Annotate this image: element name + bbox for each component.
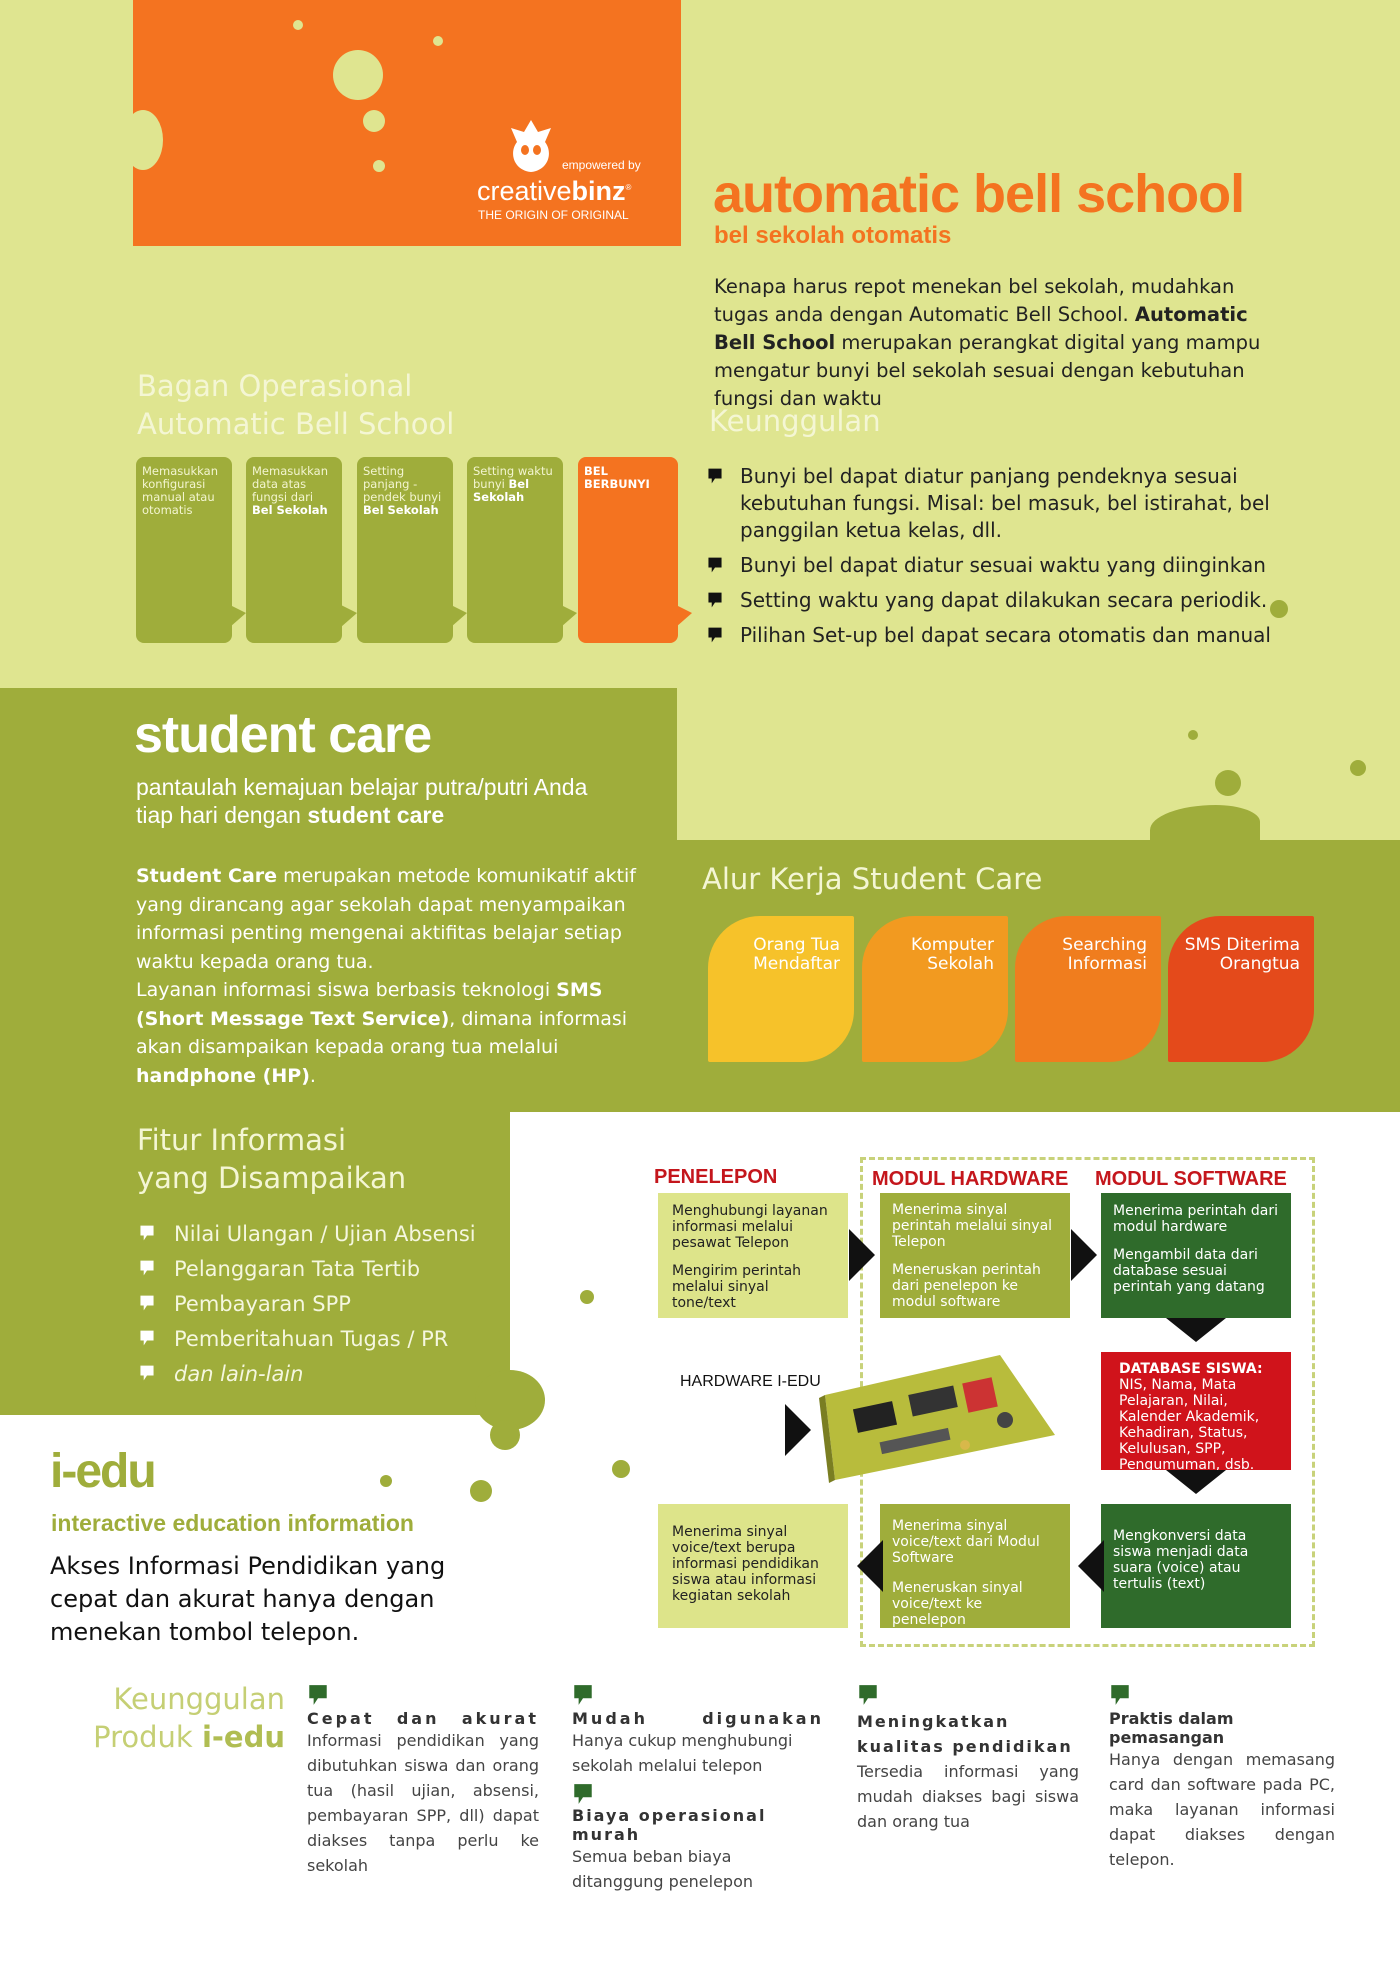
database-box: DATABASE SISWA: NIS, Nama, Mata Pelajaran, Nilai, Kalender Akademik, Kehadiran, Status, Kelulusan, SPP, Pengumuman, dsb. [1101, 1352, 1291, 1470]
iedu-advantages-title: Keunggulan Produk i-edu [93, 1682, 285, 1754]
splatter [470, 1480, 492, 1502]
creativebinz-logo-icon [505, 118, 557, 178]
student-care-tagline: pantaulah kemajuan belajar putra/putri Anda tiap hari dengan student care [136, 774, 588, 828]
arrow-icon [561, 605, 581, 631]
list-item: Setting waktu yang dapat dilakukan secara periodik. [706, 587, 1286, 614]
list-item: Pemberitahuan Tugas / PR [136, 1327, 448, 1351]
splatter [1188, 730, 1198, 740]
speech-bubble-icon [138, 1329, 156, 1347]
speech-bubble-icon [138, 1294, 156, 1312]
flow-step: Memasukkan konfigurasi manual atau otomatis [136, 457, 232, 643]
hardware-box: Menerima sinyal perintah melalui sinyal Telepon Meneruskan perintah dari penelepon ke modul software [880, 1193, 1070, 1318]
speech-bubble-icon [138, 1364, 156, 1382]
list-item: Bunyi bel dapat diatur panjang pendeknya sesuai kebutuhan fungsi. Misal: bel masuk, bel istirahat, bel panggilan ketua kelas, dll. [706, 463, 1286, 544]
splatter [363, 110, 385, 132]
splatter [293, 20, 303, 30]
speech-bubble-icon [572, 1683, 594, 1707]
arrow-right-icon [785, 1404, 811, 1456]
arrow-down-icon [1166, 1318, 1226, 1342]
circuit-board-image [815, 1350, 1060, 1485]
speech-bubble-icon [138, 1259, 156, 1277]
splatter [433, 36, 443, 46]
flow-step: Setting panjang - pendek bunyi Bel Sekolah [357, 457, 453, 643]
list-item: dan lain-lain [136, 1362, 303, 1386]
speech-bubble-icon [706, 556, 724, 574]
speech-bubble-icon [706, 626, 724, 644]
workflow-step: SMS Diterima Orangtua [1168, 916, 1314, 1062]
list-item: Pilihan Set-up bel dapat secara otomatis dan manual [706, 622, 1286, 649]
list-item: Nilai Ulangan / Ujian Absensi [136, 1222, 476, 1246]
splatter [373, 160, 385, 172]
splatter [612, 1460, 630, 1478]
speech-bubble-icon [572, 1782, 594, 1806]
brand-name: creativebinz® [477, 176, 632, 206]
iedu-title: i-edu [50, 1445, 155, 1498]
splatter [333, 50, 383, 100]
speech-bubble-icon [706, 591, 724, 609]
workflow-step: Orang Tua Mendaftar [708, 916, 854, 1062]
flow-step-final: BEL BERBUNYI [578, 457, 678, 643]
flow-step: Setting waktu bunyi Bel Sekolah [467, 457, 563, 643]
empowered-by: empowered by [562, 158, 641, 172]
student-care-description: Student Care merupakan metode komunikatif aktif yang dirancang agar sekolah dapat menyampaikan informasi penting mengenai aktifitas belajar setiap waktu kepada orang tua. Layanan informasi siswa berbasis teknologi SMS (Short Message Text Service), dimana informasi akan disampaikan kepada orang tua melalui handphone (HP). [136, 865, 636, 1087]
splatter [1215, 770, 1241, 796]
arrow-icon [341, 605, 361, 631]
advantage-item: Praktis dalam pemasangan Hanya dengan memasang card dan software pada PC, maka layanan informasi dapat diakses dengan telepon. [1109, 1683, 1335, 1872]
arrow-icon [451, 605, 471, 631]
arrow-left-icon [1078, 1540, 1104, 1592]
arrow-icon [230, 605, 250, 631]
arrow-left-icon [857, 1540, 883, 1592]
speech-bubble-icon [857, 1683, 879, 1707]
conversion-box: Mengkonversi data siswa menjadi data suara (voice) atau tertulis (text) [1101, 1504, 1291, 1628]
list-item: Pembayaran SPP [136, 1292, 351, 1316]
speech-bubble-icon [138, 1224, 156, 1242]
workflow-step: Komputer Sekolah [862, 916, 1008, 1062]
software-box: Menerima perintah dari modul hardware Mengambil data dari database sesuai perintah yang datang [1101, 1193, 1291, 1318]
list-item: Pelanggaran Tata Tertib [136, 1257, 420, 1281]
advantage-item: Cepat dan akurat Informasi pendidikan yang dibutuhkan siswa dan orang tua (hasil ujian, absensi, pembayaran SPP, dll) dapat diakses tanpa perlu ke sekolah [307, 1683, 539, 1878]
advantages-list [706, 463, 1286, 649]
advantage-item: Mudah digunakan Hanya cukup menghubungi sekolah melalui telepon Biaya operasional murah Semua beban biaya ditanggung penelepon [572, 1683, 824, 1894]
flow-step: Memasukkan data atas fungsi dari Bel Sekolah [246, 457, 342, 643]
features-title: Fitur Informasi yang Disampaikan [137, 1123, 407, 1195]
brand-tagline: THE ORIGIN OF ORIGINAL [478, 208, 629, 222]
speech-bubble-icon [1109, 1683, 1131, 1707]
page-title: automatic bell school [713, 164, 1245, 224]
speech-bubble-icon [307, 1683, 329, 1707]
iedu-subtitle: interactive education information [51, 1510, 414, 1536]
caller-receive-box: Menerima sinyal voice/text berupa informasi pendidikan siswa atau informasi kegiatan sekolah [658, 1504, 848, 1628]
advantage-item: Meningkatkan kualitas pendidikan Tersedia informasi yang mudah diakses bagi siswa dan orang tua [857, 1683, 1079, 1834]
splatter [380, 1475, 392, 1487]
arrow-down-icon [1166, 1470, 1226, 1494]
splatter [580, 1290, 594, 1304]
splatter [490, 1420, 520, 1450]
list-item: Bunyi bel dapat diatur sesuai waktu yang diinginkan [706, 552, 1286, 579]
software-heading: MODUL SOFTWARE [1095, 1168, 1287, 1190]
diagram-title: Bagan Operasional Automatic Bell School [137, 369, 455, 441]
splatter [1350, 760, 1366, 776]
caller-heading: PENELEPON [654, 1166, 778, 1188]
student-care-title: student care [134, 706, 432, 764]
upper-right-panel [677, 688, 1400, 840]
speech-bubble-icon [706, 467, 724, 485]
caller-box: Menghubungi layanan informasi melalui pesawat Telepon Mengirim perintah melalui sinyal tone/text [658, 1193, 848, 1318]
bell-subtitle: bel sekolah otomatis [714, 222, 952, 249]
arrow-icon [676, 605, 696, 631]
hardware-heading: MODUL HARDWARE [872, 1168, 1069, 1190]
splatter [133, 110, 163, 170]
iedu-description: Akses Informasi Pendidikan yang cepat dan akurat hanya dengan menekan tombol telepon. [50, 1552, 446, 1646]
hardware-return-box: Menerima sinyal voice/text dari Modul Software Meneruskan sinyal voice/text ke penelepon [880, 1504, 1070, 1628]
advantages-title: Keunggulan [709, 404, 881, 438]
workflow-title: Alur Kerja Student Care [702, 862, 1043, 896]
hardware-label: HARDWARE I-EDU [680, 1373, 821, 1390]
arrow-right-icon [849, 1229, 875, 1281]
workflow-step: Searching Informasi [1015, 916, 1161, 1062]
bell-intro: Kenapa harus repot menekan bel sekolah, mudahkan tugas anda dengan Automatic Bell School. Automatic Bell School merupakan perangkat digital yang mampu mengatur bunyi bel sekolah sesuai dengan kebutuhan fungsi dan waktu [714, 275, 1261, 410]
arrow-right-icon [1071, 1229, 1097, 1281]
